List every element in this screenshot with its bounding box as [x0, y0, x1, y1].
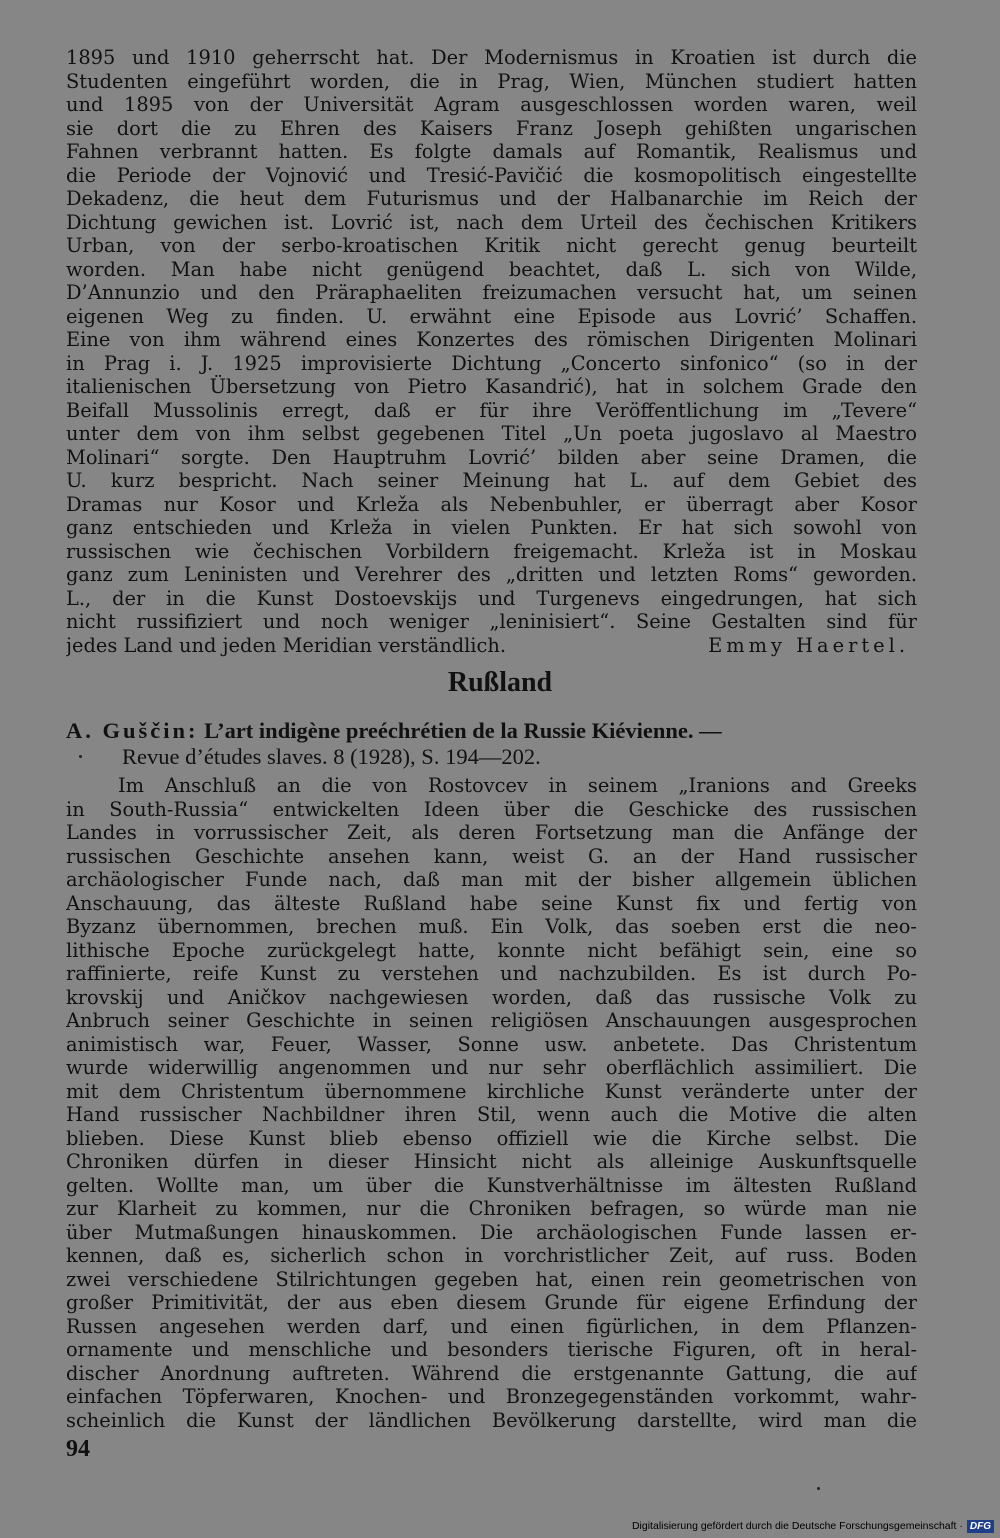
text-line: Studenten eingeführt worden, die in Prag, Wien, München studiert hatten: [66, 69, 917, 93]
text-line: scheinlich die Kunst der ländlichen Bevölkerung darstellte, wird man die: [66, 1408, 917, 1432]
text-line: Dramas nur Kosor und Krleža als Nebenbuhler, er überragt aber Kosor: [66, 492, 917, 516]
reference-author: A. Guščin:: [66, 718, 199, 743]
text-line: großer Primitivität, der aus eben diesem Grunde für eigene Erfindung der: [66, 1291, 917, 1314]
text-line: sie dort die zu Ehren des Kaisers Franz Joseph gehißten ungarischen: [66, 116, 917, 140]
reviewer-signature: Emmy Haertel.: [708, 633, 909, 657]
text-line: Anschauung, das älteste Rußland habe seine Kunst fix und fertig von: [66, 891, 917, 915]
dfg-logo: DFG: [967, 1520, 994, 1533]
body-text-block-2: [66, 774, 917, 1432]
text-line: Dekadenz, die heut dem Futurismus und der Halbanarchie im Reich der: [66, 187, 917, 210]
text-line: Dichtung gewichen ist. Lovrić ist, nach dem Urteil des čechischen Kritikers: [66, 210, 917, 234]
text-line: mit dem Christentum übernommene kirchliche Kunst veränderte unter der: [66, 1079, 917, 1103]
scan-speck: [817, 1487, 820, 1490]
text-line: über Mutmaßungen hinauskommen. Die archäologischen Funde lassen er-: [66, 1220, 917, 1244]
closing-text: jedes Land und jeden Meridian verständlich.: [66, 633, 507, 657]
text-line: blieben. Diese Kunst blieb ebenso offiziell wie die Kirche selbst. Die: [66, 1126, 917, 1150]
text-line: Urban, von der serbo-kroatischen Kritik nicht gerecht genug beurteilt: [66, 234, 917, 257]
text-line: Anbruch seiner Geschichte in seinen religiösen Anschauungen ausgesprochen: [66, 1009, 917, 1032]
text-line: einfachen Töpferwaren, Knochen- und Bronzegegenständen vorkommt, wahr-: [66, 1385, 917, 1408]
text-line: D’Annunzio und den Präraphaeliten freizumachen versucht hat, um seinen: [66, 281, 917, 304]
text-line: kennen, daß es, sicherlich schon in vorchristlicher Zeit, auf russ. Boden: [66, 1244, 917, 1267]
text-line: ganz entschieden und Krleža in vielen Punkten. Er hat sich sowohl von: [66, 516, 917, 539]
text-line: nicht russifiziert und noch weniger „leninisiert“. Seine Gestalten sind für: [66, 610, 917, 633]
text-line: lithische Epoche zurückgelegt hatte, konnte nicht befähigt sein, eine so: [66, 938, 917, 962]
closing-line: [66, 634, 917, 658]
text-line: Beifall Mussolinis erregt, daß er für ihre Veröffentlichung im „Tevere“: [66, 398, 917, 422]
text-line: animistisch war, Feuer, Wasser, Sonne usw. anbetete. Das Christentum: [66, 1032, 917, 1056]
text-line: Russen angesehen werden darf, und einen figürlichen, in dem Pflanzen-: [66, 1314, 917, 1338]
text-line: L., der in die Kunst Dostoevskijs und Turgenevs eingedrungen, hat sich: [66, 586, 917, 610]
text-line: ganz zum Leninisten und Verehrer des „dritten und letzten Roms“ geworden.: [66, 563, 917, 586]
text-line: raffinierte, reife Kunst zu verstehen und nachzubilden. Es ist durch Po-: [66, 962, 917, 985]
text-line: 1895 und 1910 geherrscht hat. Der Modernismus in Kroatien ist durch die: [66, 46, 917, 69]
text-line: Landes in vorrussischer Zeit, als deren Fortsetzung man die Anfänge der: [66, 821, 917, 844]
body-text-block-1: [66, 46, 917, 657]
text-line: Chroniken dürfen in dieser Hinsicht nicht als alleinige Auskunftsquelle: [66, 1150, 917, 1173]
page-number: 94: [66, 1436, 90, 1462]
footer-text: Digitalisierung gefördert durch die Deutsche Forschungsgemeinschaft ·: [631, 1520, 963, 1532]
text-line: archäologischer Funde nach, daß man mit der bisher allgemein üblichen: [66, 868, 917, 891]
text-line: russischen Geschichte ansehen kann, weist G. an der Hand russischer: [66, 844, 917, 868]
text-line: Eine von ihm während eines Konzertes des römischen Dirigenten Molinari: [66, 328, 917, 351]
text-line: Byzanz übernommen, brechen muß. Ein Volk, das soeben erst die neo-: [66, 915, 917, 938]
text-line: ornamente und menschliche und besonders tierische Figuren, oft in heral-: [66, 1338, 917, 1361]
text-line: in Prag i. J. 1925 improvisierte Dichtung „Concerto sinfonico“ (so in der: [66, 351, 917, 375]
text-line: U. kurz bespricht. Nach seiner Meinung hat L. auf dem Gebiet des: [66, 469, 917, 492]
text-line: Fahnen verbrannt hatten. Es folgte damals auf Romantik, Realismus und: [66, 140, 917, 163]
text-line: discher Anordnung auftreten. Während die erstgenannte Gattung, die auf: [66, 1361, 917, 1385]
text-line: Im Anschluß an die von Rostovcev in seinem „Iranions and Greeks: [118, 774, 917, 797]
text-line: unter dem von ihm selbst gegebenen Titel „Un poeta jugoslavo al Maestro: [66, 422, 917, 445]
text-line: russischen wie čechischen Vorbildern freigemacht. Krleža ist in Moskau: [66, 539, 917, 563]
reference-source: Revue d’études slaves. 8 (1928), S. 194—202.: [122, 744, 541, 769]
text-line: wurde widerwillig angenommen und nur sehr oberflächlich assimiliert. Die: [66, 1056, 917, 1079]
text-line: italienischen Übersetzung von Pietro Kasandrić), hat in solchem Grade den: [66, 375, 917, 398]
text-line: eigenen Weg zu finden. U. erwähnt eine Episode aus Lovrić’ Schaffen.: [66, 304, 917, 328]
digitization-footer: [632, 1518, 994, 1534]
text-line: Molinari“ sorgte. Den Hauptruhm Lovrić’ bilden aber seine Dramen, die: [66, 445, 917, 469]
text-line: zwei verschiedene Stilrichtungen gegeben hat, einen rein geometrischen von: [66, 1267, 917, 1291]
text-line: gelten. Wollte man, um über die Kunstverhältnisse im ältesten Rußland: [66, 1173, 917, 1197]
text-line: krovskij und Aničkov nachgewiesen worden, daß das russische Volk zu: [66, 985, 917, 1009]
text-line: die Periode der Vojnović und Tresić-Pavičić die kosmopolitisch eingestellte: [66, 163, 917, 187]
text-line: worden. Man habe nicht genügend beachtet, daß L. sich von Wilde,: [66, 257, 917, 281]
scan-speck: [79, 755, 82, 758]
reference-title: L’art indigène preéchrétien de la Russie Kiévienne. —: [204, 718, 722, 743]
text-line: Hand russischer Nachbildner ihren Stil, wenn auch die Motive die alten: [66, 1103, 917, 1126]
text-line: zur Klarheit zu kommen, nur die Chroniken befragen, so würde man nie: [66, 1197, 917, 1220]
text-line: und 1895 von der Universität Agram ausgeschlossen worden waren, weil: [66, 93, 917, 116]
section-heading: Rußland: [447, 667, 553, 698]
text-line: in South-Russia“ entwickelten Ideen über die Geschicke des russischen: [66, 797, 917, 821]
